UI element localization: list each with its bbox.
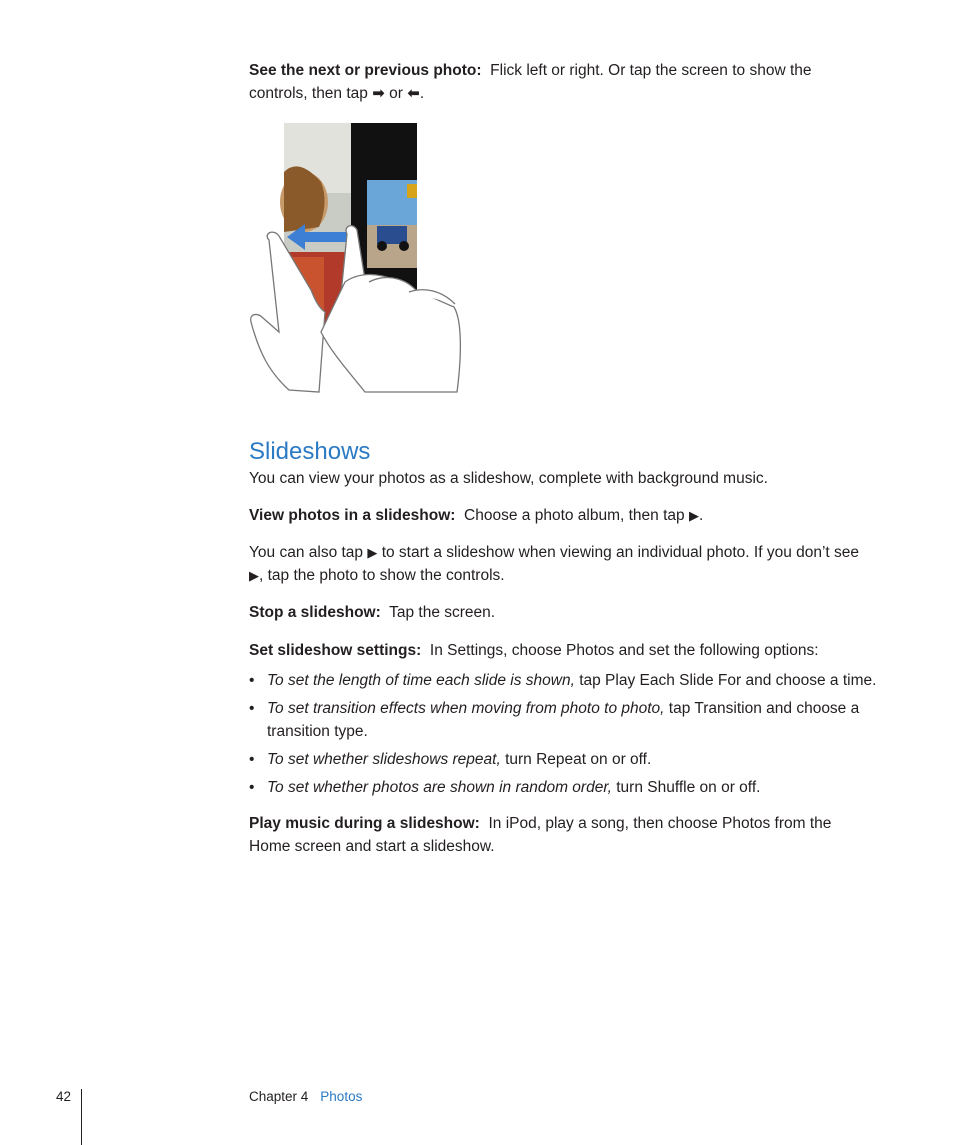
paragraph-text: to start a slideshow when viewing an individual photo. If you don’t see [381, 544, 860, 561]
period: . [698, 507, 704, 524]
hand-icon [251, 226, 461, 392]
stop-slideshow-paragraph [249, 601, 495, 624]
bullet-icon: • [249, 672, 255, 689]
paragraph-lead: See the next or previous photo: [249, 62, 482, 79]
list-item-emphasis: To set transition effects when moving from photo to photo, [267, 700, 665, 717]
paragraph-lead: View photos in a slideshow: [249, 507, 456, 524]
paragraph-text: Flick left or right. Or tap the screen to show the controls, then tap [249, 62, 812, 102]
chapter-label: Chapter 4 [249, 1089, 309, 1104]
bullet-icon: • [249, 700, 255, 717]
paragraph-text: In Settings, choose Photos and set the following options: [429, 642, 819, 659]
play-icon: ▶ [367, 545, 378, 560]
next-photo [367, 180, 417, 268]
slideshow-settings-paragraph [249, 639, 819, 662]
play-music-paragraph [249, 812, 849, 858]
paragraph-text: , tap the photo to show the controls. [259, 567, 505, 584]
list-item-emphasis: To set whether photos are shown in random order, [267, 779, 612, 796]
paragraph-lead: Stop a slideshow: [249, 604, 381, 621]
list-item-emphasis: To set whether slideshows repeat, [267, 751, 501, 768]
play-icon: ▶ [249, 568, 259, 583]
bullet-icon: • [249, 779, 255, 796]
list-item [249, 669, 889, 692]
list-item-emphasis: To set the length of time each slide is shown, [267, 672, 575, 689]
list-item-text: tap Play Each Slide For and choose a time. [579, 672, 877, 689]
bullet-icon: • [249, 751, 255, 768]
list-item [249, 697, 889, 743]
list-item [249, 748, 889, 771]
section-title: Slideshows [249, 438, 371, 465]
chapter-section-title: Photos [320, 1089, 363, 1104]
list-item-text: turn Repeat on or off. [505, 751, 652, 768]
paragraph-text: Choose a photo album, then tap [464, 507, 685, 524]
settings-list [249, 669, 889, 804]
list-item [249, 776, 889, 799]
paragraph-lead: Set slideshow settings: [249, 642, 422, 659]
paragraph-text: Tap the screen. [389, 604, 496, 621]
footer-divider [81, 1089, 82, 1145]
period: . [419, 85, 425, 102]
slideshow-intro-paragraph: You can view your photos as a slideshow, complete with background music. [249, 470, 768, 487]
page-number: 42 [56, 1089, 72, 1104]
footer-chapter [249, 1089, 362, 1104]
paragraph-lead: Play music during a slideshow: [249, 815, 480, 832]
arrow-right-icon: ➡ [372, 85, 385, 102]
or-text: or [389, 85, 403, 102]
play-icon: ▶ [688, 508, 699, 523]
list-item-text: tap Transition and choose a transition type. [267, 700, 860, 740]
also-tap-paragraph [249, 541, 874, 587]
next-previous-photo-paragraph [249, 59, 849, 105]
paragraph-text: In iPod, play a song, then choose Photos from the Home screen and start a slideshow. [249, 815, 832, 855]
flick-gesture-illustration [249, 122, 465, 394]
view-slideshow-paragraph [249, 504, 703, 527]
list-item-text: turn Shuffle on or off. [616, 779, 761, 796]
arrow-left-icon: ⬅ [407, 85, 420, 102]
paragraph-text: You can also tap [249, 544, 364, 561]
